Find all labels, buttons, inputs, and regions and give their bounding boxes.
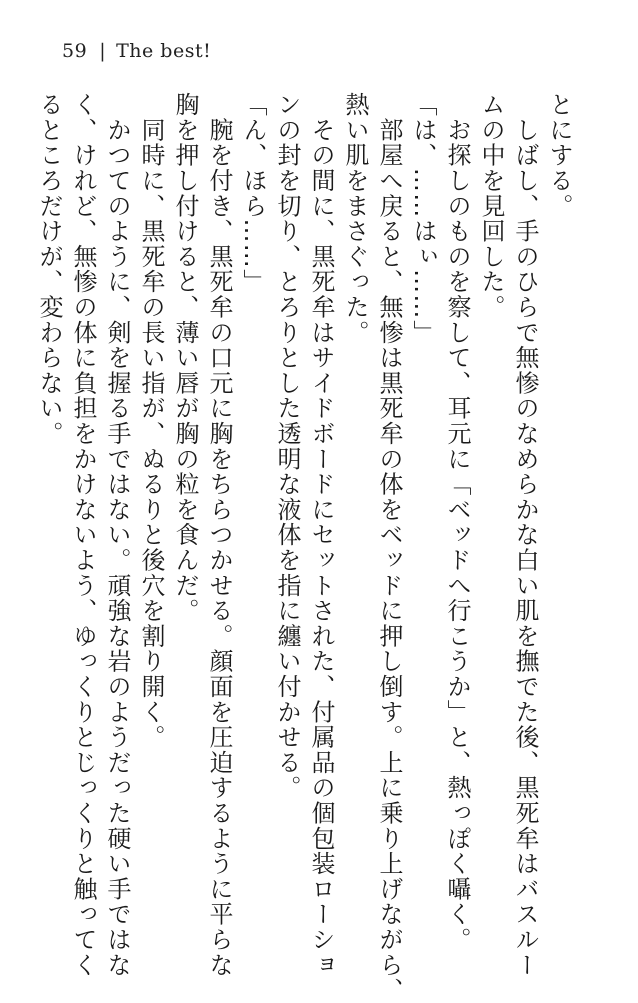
text-line: く、けれど、無惨の体に負担をかけないよう、ゆっくりとじっくりと触ってく [69, 92, 97, 978]
text-line: 熱い肌をまさぐった。 [341, 92, 369, 345]
text-line: とにする。 [545, 92, 573, 219]
text-line: しばし、手のひらで無惨のなめらかな白い肌を撫でた後、黒死牟はバスルー [511, 92, 539, 978]
page-number: 59 [62, 40, 88, 62]
chapter-title: The best! [116, 40, 212, 62]
text-line: 部屋へ戻ると、無惨は黒死牟の体をベッドに押し倒す。上に乗り上げながら、 [375, 92, 403, 1003]
running-header [62, 40, 211, 62]
text-line: 腕を付き、黒死牟の口元に胸をちらつかせる。顔面を圧迫するように平らな [205, 92, 233, 978]
vertical-body-text [32, 92, 576, 1003]
text-line: その間に、黒死牟はサイドボードにセットされた、付属品の個包装ローショ [307, 92, 335, 978]
text-line: 胸を押し付けると、薄い唇が胸の粒を食んだ。 [171, 92, 199, 624]
text-line: 同時に、黒死牟の長い指が、ぬるりと後穴を割り開く。 [137, 92, 165, 750]
text-line: 「は、……はぃ……」 [409, 92, 437, 345]
text-line: 「ん、ほら……」 [239, 92, 267, 295]
text-line: るところだけが、変わらない。 [35, 92, 63, 447]
text-line: ムの中を見回した。 [477, 92, 505, 320]
text-line: かつてのように、剣を握る手ではない。頑強な岩のようだった硬い手ではな [103, 92, 131, 978]
text-line: ンの封を切り、とろりとした透明な液体を指に纏い付かせる。 [273, 92, 301, 801]
text-line: お探しのものを察して、耳元に「ベッドへ行こうか」と、熱っぽく囁く。 [443, 92, 471, 953]
header-separator: | [99, 40, 107, 62]
